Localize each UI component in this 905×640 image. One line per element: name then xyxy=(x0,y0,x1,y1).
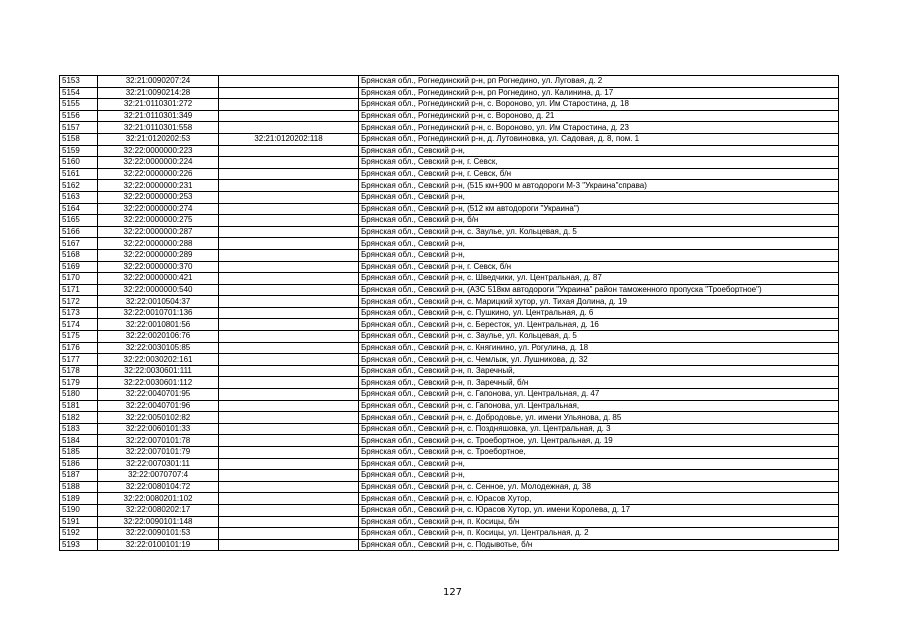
table-row xyxy=(60,249,839,261)
table-row xyxy=(60,435,839,447)
previous-number-cell xyxy=(219,249,359,261)
address-cell: Брянская обл., Севский р-н, с. Гапонова, ул. Центральная, xyxy=(359,400,839,412)
table-row xyxy=(60,110,839,122)
row-number-cell: 5176 xyxy=(60,342,98,354)
previous-number-cell xyxy=(219,238,359,250)
row-number-cell: 5189 xyxy=(60,493,98,505)
table-row xyxy=(60,215,839,227)
cadastral-number-cell: 32:22:0080202:17 xyxy=(98,504,219,516)
address-cell: Брянская обл., Севский р-н, xyxy=(359,470,839,482)
address-cell: Брянская обл., Севский р-н, с. Чемлыж, ул. Лушникова, д. 32 xyxy=(359,354,839,366)
table-row xyxy=(60,400,839,412)
previous-number-cell xyxy=(219,307,359,319)
address-cell: Брянская обл., Севский р-н, с. Пушкино, ул. Центральная, д. 6 xyxy=(359,307,839,319)
table-row xyxy=(60,516,839,528)
page-number: 127 xyxy=(442,587,463,598)
address-cell: Брянская обл., Рогнединский р-н, с. Вороново, ул. Им Старостина, д. 18 xyxy=(359,99,839,111)
table-row xyxy=(60,203,839,215)
cadastral-number-cell: 32:22:0070301:11 xyxy=(98,458,219,470)
row-number-cell: 5168 xyxy=(60,249,98,261)
previous-number-cell xyxy=(219,168,359,180)
previous-number-cell: 32:21:0120202:118 xyxy=(219,133,359,145)
address-cell: Брянская обл., Севский р-н, xyxy=(359,145,839,157)
cadastral-number-cell: 32:22:0030601:112 xyxy=(98,377,219,389)
address-cell: Брянская обл., Севский р-н, с. Сенное, ул. Молодежная, д. 38 xyxy=(359,481,839,493)
cadastral-number-cell: 32:22:0000000:274 xyxy=(98,203,219,215)
cadastral-number-cell: 32:22:0000000:224 xyxy=(98,157,219,169)
address-cell: Брянская обл., Севский р-н, п. Косицы, ул. Центральная, д. 2 xyxy=(359,528,839,540)
table-row xyxy=(60,284,839,296)
previous-number-cell xyxy=(219,191,359,203)
address-cell: Брянская обл., Рогнединский р-н, с. Вороново, ул. Им Старостина, д. 23 xyxy=(359,122,839,134)
previous-number-cell xyxy=(219,493,359,505)
table-row xyxy=(60,342,839,354)
row-number-cell: 5191 xyxy=(60,516,98,528)
row-number-cell: 5174 xyxy=(60,319,98,331)
previous-number-cell xyxy=(219,284,359,296)
cadastral-number-cell: 32:22:0010504:37 xyxy=(98,296,219,308)
address-cell: Брянская обл., Севский р-н, xyxy=(359,191,839,203)
row-number-cell: 5169 xyxy=(60,261,98,273)
registry-table-body xyxy=(60,76,839,551)
table-row xyxy=(60,157,839,169)
row-number-cell: 5162 xyxy=(60,180,98,192)
address-cell: Брянская обл., Севский р-н, г. Севск, xyxy=(359,157,839,169)
cadastral-number-cell: 32:22:0000000:275 xyxy=(98,215,219,227)
cadastral-number-cell: 32:22:0000000:540 xyxy=(98,284,219,296)
cadastral-number-cell: 32:22:0080104:72 xyxy=(98,481,219,493)
table-row xyxy=(60,76,839,88)
row-number-cell: 5175 xyxy=(60,331,98,343)
table-row xyxy=(60,389,839,401)
cadastral-number-cell: 32:22:0050102:82 xyxy=(98,412,219,424)
address-cell: Брянская обл., Севский р-н, xyxy=(359,238,839,250)
address-cell: Брянская обл., Севский р-н, с. Подывотье, б/н xyxy=(359,539,839,551)
previous-number-cell xyxy=(219,342,359,354)
cadastral-number-cell: 32:22:0010801:56 xyxy=(98,319,219,331)
cadastral-number-cell: 32:22:0000000:226 xyxy=(98,168,219,180)
address-cell: Брянская обл., Севский р-н, п. Заречный, б/н xyxy=(359,377,839,389)
table-row xyxy=(60,458,839,470)
previous-number-cell xyxy=(219,470,359,482)
previous-number-cell xyxy=(219,110,359,122)
row-number-cell: 5177 xyxy=(60,354,98,366)
address-cell: Брянская обл., Севский р-н, с. Поздняшовка, ул. Центральная, д. 3 xyxy=(359,423,839,435)
cadastral-number-cell: 32:21:0110301:349 xyxy=(98,110,219,122)
row-number-cell: 5181 xyxy=(60,400,98,412)
row-number-cell: 5187 xyxy=(60,470,98,482)
address-cell: Брянская обл., Севский р-н, б/н xyxy=(359,215,839,227)
row-number-cell: 5161 xyxy=(60,168,98,180)
table-row xyxy=(60,99,839,111)
address-cell: Брянская обл., Рогнединский р-н, рп Рогнедино, ул. Калинина, д. 17 xyxy=(359,87,839,99)
row-number-cell: 5170 xyxy=(60,273,98,285)
cadastral-number-cell: 32:22:0030202:161 xyxy=(98,354,219,366)
previous-number-cell xyxy=(219,377,359,389)
address-cell: Брянская обл., Севский р-н, (АЗС 518км автодороги "Украина" район таможенного пропуска "Троебортное") xyxy=(359,284,839,296)
address-cell: Брянская обл., Севский р-н, с. Троебортное, xyxy=(359,447,839,459)
cadastral-number-cell: 32:21:0090207:24 xyxy=(98,76,219,88)
cadastral-number-cell: 32:22:0080201:102 xyxy=(98,493,219,505)
row-number-cell: 5192 xyxy=(60,528,98,540)
table-row xyxy=(60,504,839,516)
address-cell: Брянская обл., Севский р-н, с. Заулье, ул. Кольцевая, д. 5 xyxy=(359,226,839,238)
previous-number-cell xyxy=(219,87,359,99)
cadastral-number-cell: 32:22:0000000:223 xyxy=(98,145,219,157)
cadastral-number-cell: 32:21:0120202:53 xyxy=(98,133,219,145)
cadastral-number-cell: 32:22:0090101:53 xyxy=(98,528,219,540)
cadastral-number-cell: 32:22:0010701:136 xyxy=(98,307,219,319)
row-number-cell: 5193 xyxy=(60,539,98,551)
address-cell: Брянская обл., Рогнединский р-н, д. Лутовиновка, ул. Садовая, д. 8, пом. 1 xyxy=(359,133,839,145)
previous-number-cell xyxy=(219,389,359,401)
table-row xyxy=(60,168,839,180)
previous-number-cell xyxy=(219,273,359,285)
cadastral-number-cell: 32:22:0070707:4 xyxy=(98,470,219,482)
row-number-cell: 5154 xyxy=(60,87,98,99)
address-cell: Брянская обл., Севский р-н, (515 км+900 м автодороги М-3 "Украина"справа) xyxy=(359,180,839,192)
row-number-cell: 5160 xyxy=(60,157,98,169)
previous-number-cell xyxy=(219,528,359,540)
cadastral-number-cell: 32:22:0000000:421 xyxy=(98,273,219,285)
previous-number-cell xyxy=(219,157,359,169)
previous-number-cell xyxy=(219,180,359,192)
row-number-cell: 5171 xyxy=(60,284,98,296)
address-cell: Брянская обл., Севский р-н, с. Троебортное, ул. Центральная, д. 19 xyxy=(359,435,839,447)
cadastral-number-cell: 32:22:0070101:79 xyxy=(98,447,219,459)
previous-number-cell xyxy=(219,261,359,273)
row-number-cell: 5184 xyxy=(60,435,98,447)
row-number-cell: 5153 xyxy=(60,76,98,88)
previous-number-cell xyxy=(219,435,359,447)
address-cell: Брянская обл., Севский р-н, xyxy=(359,458,839,470)
cadastral-number-cell: 32:22:0030601:111 xyxy=(98,365,219,377)
previous-number-cell xyxy=(219,504,359,516)
table-row xyxy=(60,191,839,203)
address-cell: Брянская обл., Севский р-н, г. Севск, б/н xyxy=(359,261,839,273)
address-cell: Брянская обл., Севский р-н, xyxy=(359,249,839,261)
cadastral-number-cell: 32:21:0110301:558 xyxy=(98,122,219,134)
previous-number-cell xyxy=(219,423,359,435)
table-row xyxy=(60,447,839,459)
row-number-cell: 5183 xyxy=(60,423,98,435)
previous-number-cell xyxy=(219,481,359,493)
cadastral-number-cell: 32:22:0040701:95 xyxy=(98,389,219,401)
cadastral-number-cell: 32:22:0040701:96 xyxy=(98,400,219,412)
previous-number-cell xyxy=(219,122,359,134)
cadastral-number-cell: 32:21:0110301:272 xyxy=(98,99,219,111)
table-row xyxy=(60,423,839,435)
table-row xyxy=(60,539,839,551)
table-row xyxy=(60,493,839,505)
previous-number-cell xyxy=(219,203,359,215)
table-row xyxy=(60,307,839,319)
address-cell: Брянская обл., Севский р-н, г. Севск, б/н xyxy=(359,168,839,180)
previous-number-cell xyxy=(219,412,359,424)
row-number-cell: 5182 xyxy=(60,412,98,424)
previous-number-cell xyxy=(219,354,359,366)
previous-number-cell xyxy=(219,447,359,459)
row-number-cell: 5163 xyxy=(60,191,98,203)
address-cell: Брянская обл., Севский р-н, с. Шведчики, ул. Центральная, д. 87 xyxy=(359,273,839,285)
address-cell: Брянская обл., Рогнединский р-н, с. Вороново, д. 21 xyxy=(359,110,839,122)
table-row xyxy=(60,296,839,308)
cadastral-number-cell: 32:22:0070101:78 xyxy=(98,435,219,447)
row-number-cell: 5166 xyxy=(60,226,98,238)
cadastral-number-cell: 32:22:0100101:19 xyxy=(98,539,219,551)
table-row xyxy=(60,354,839,366)
row-number-cell: 5185 xyxy=(60,447,98,459)
table-row xyxy=(60,261,839,273)
previous-number-cell xyxy=(219,215,359,227)
row-number-cell: 5178 xyxy=(60,365,98,377)
table-row xyxy=(60,319,839,331)
address-cell: Брянская обл., Рогнединский р-н, рп Рогнедино, ул. Луговая, д. 2 xyxy=(359,76,839,88)
previous-number-cell xyxy=(219,516,359,528)
row-number-cell: 5179 xyxy=(60,377,98,389)
previous-number-cell xyxy=(219,145,359,157)
row-number-cell: 5155 xyxy=(60,99,98,111)
previous-number-cell xyxy=(219,296,359,308)
row-number-cell: 5158 xyxy=(60,133,98,145)
address-cell: Брянская обл., Севский р-н, с. Бересток, ул. Центральная, д. 16 xyxy=(359,319,839,331)
table-row xyxy=(60,331,839,343)
cadastral-number-cell: 32:21:0090214:28 xyxy=(98,87,219,99)
previous-number-cell xyxy=(219,400,359,412)
cadastral-number-cell: 32:22:0020106:76 xyxy=(98,331,219,343)
table-row xyxy=(60,470,839,482)
address-cell: Брянская обл., Севский р-н, (512 км автодороги "Украина") xyxy=(359,203,839,215)
cadastral-number-cell: 32:22:0000000:231 xyxy=(98,180,219,192)
previous-number-cell xyxy=(219,319,359,331)
cadastral-number-cell: 32:22:0000000:287 xyxy=(98,226,219,238)
address-cell: Брянская обл., Севский р-н, с. Юрасов Хутор, ул. имени Королева, д. 17 xyxy=(359,504,839,516)
table-row xyxy=(60,412,839,424)
address-cell: Брянская обл., Севский р-н, п. Заречный, xyxy=(359,365,839,377)
row-number-cell: 5157 xyxy=(60,122,98,134)
address-cell: Брянская обл., Севский р-н, с. Добродовье, ул. имени Ульянова, д. 85 xyxy=(359,412,839,424)
row-number-cell: 5165 xyxy=(60,215,98,227)
cadastral-number-cell: 32:22:0000000:253 xyxy=(98,191,219,203)
address-cell: Брянская обл., Севский р-н, с. Марицкий хутор, ул. Тихая Долина, д. 19 xyxy=(359,296,839,308)
cadastral-number-cell: 32:22:0000000:288 xyxy=(98,238,219,250)
row-number-cell: 5173 xyxy=(60,307,98,319)
table-row xyxy=(60,87,839,99)
table-row xyxy=(60,122,839,134)
row-number-cell: 5172 xyxy=(60,296,98,308)
table-row xyxy=(60,273,839,285)
previous-number-cell xyxy=(219,331,359,343)
address-cell: Брянская обл., Севский р-н, с. Заулье, ул. Кольцевая, д. 5 xyxy=(359,331,839,343)
row-number-cell: 5180 xyxy=(60,389,98,401)
table-row xyxy=(60,365,839,377)
row-number-cell: 5164 xyxy=(60,203,98,215)
row-number-cell: 5156 xyxy=(60,110,98,122)
previous-number-cell xyxy=(219,539,359,551)
row-number-cell: 5186 xyxy=(60,458,98,470)
table-row xyxy=(60,377,839,389)
row-number-cell: 5190 xyxy=(60,504,98,516)
address-cell: Брянская обл., Севский р-н, п. Косицы, б/н xyxy=(359,516,839,528)
cadastral-number-cell: 32:22:0090101:148 xyxy=(98,516,219,528)
table-row xyxy=(60,145,839,157)
previous-number-cell xyxy=(219,226,359,238)
address-cell: Брянская обл., Севский р-н, с. Гапонова, ул. Центральная, д. 47 xyxy=(359,389,839,401)
cadastral-number-cell: 32:22:0030105:85 xyxy=(98,342,219,354)
registry-table xyxy=(59,75,839,551)
address-cell: Брянская обл., Севский р-н, с. Княгинино, ул. Рогулина, д. 18 xyxy=(359,342,839,354)
cadastral-number-cell: 32:22:0000000:289 xyxy=(98,249,219,261)
row-number-cell: 5188 xyxy=(60,481,98,493)
table-row xyxy=(60,226,839,238)
table-row xyxy=(60,528,839,540)
table-row xyxy=(60,133,839,145)
row-number-cell: 5167 xyxy=(60,238,98,250)
cadastral-number-cell: 32:22:0060101:33 xyxy=(98,423,219,435)
table-row xyxy=(60,180,839,192)
address-cell: Брянская обл., Севский р-н, с. Юрасов Хутор, xyxy=(359,493,839,505)
previous-number-cell xyxy=(219,458,359,470)
cadastral-number-cell: 32:22:0000000:370 xyxy=(98,261,219,273)
previous-number-cell xyxy=(219,99,359,111)
row-number-cell: 5159 xyxy=(60,145,98,157)
table-row xyxy=(60,481,839,493)
previous-number-cell xyxy=(219,365,359,377)
previous-number-cell xyxy=(219,76,359,88)
table-row xyxy=(60,238,839,250)
